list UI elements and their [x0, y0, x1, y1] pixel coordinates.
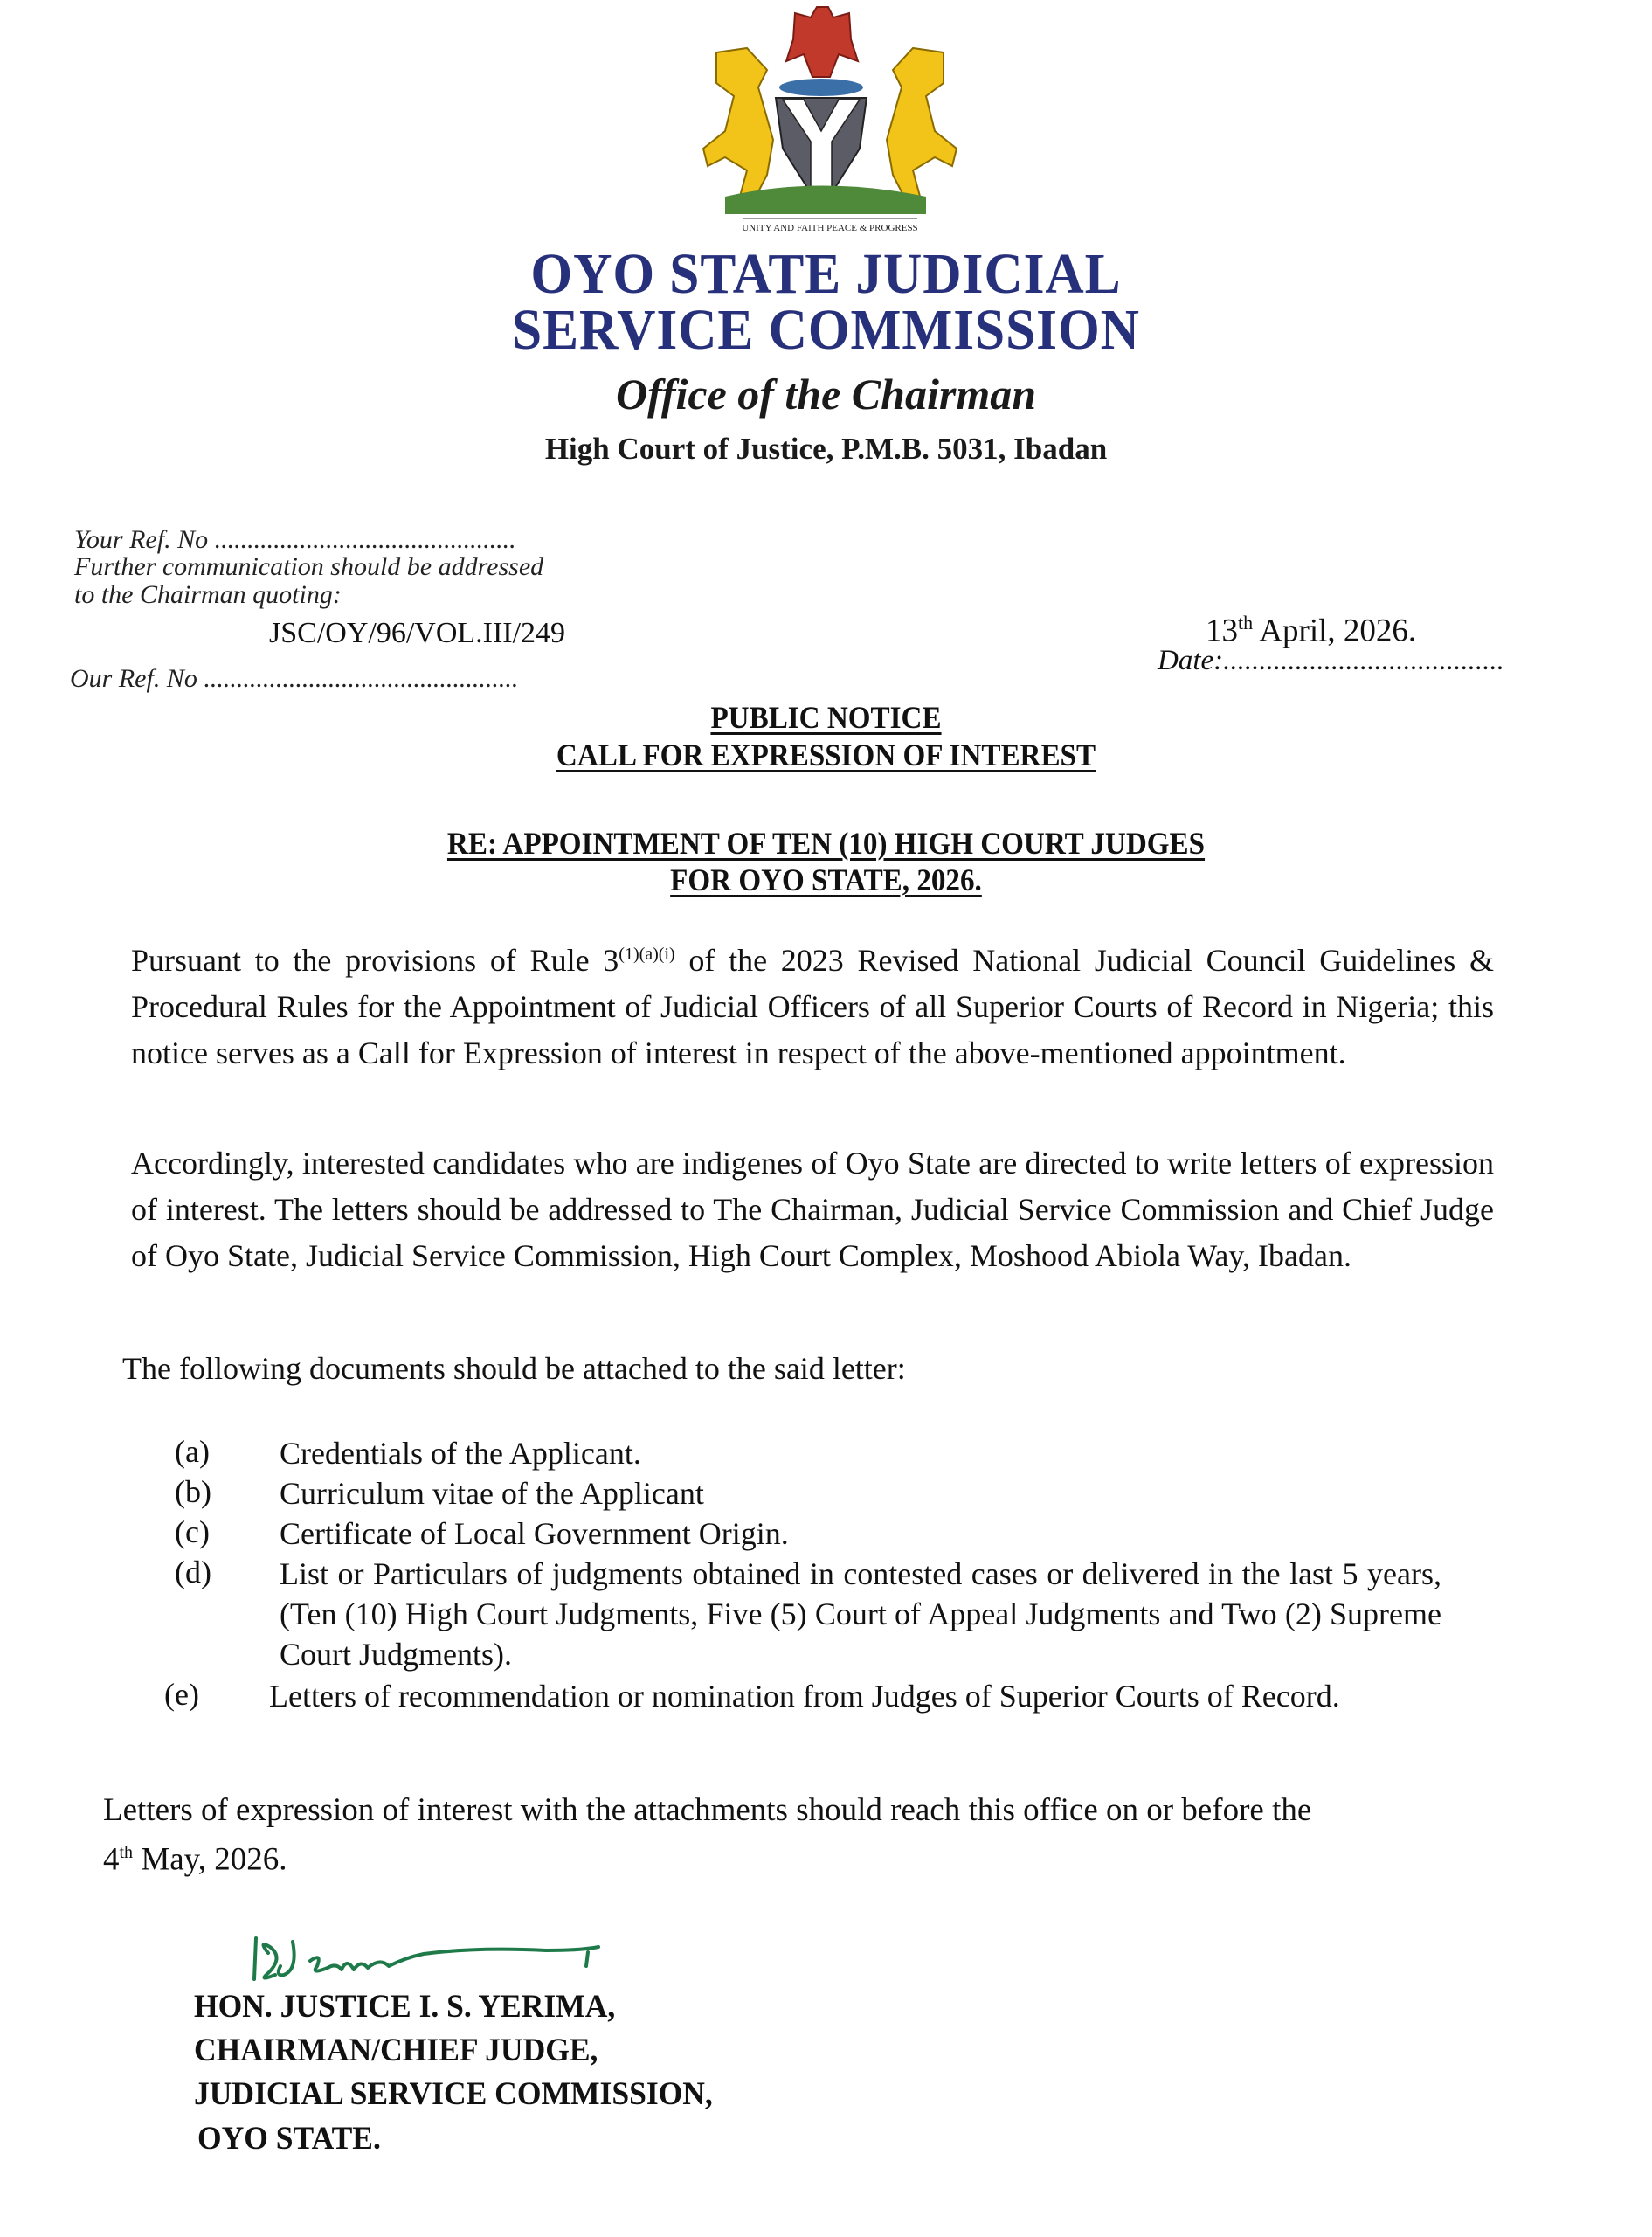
heading-public-notice-text: PUBLIC NOTICE [710, 700, 942, 735]
date-label: Date:....................................... [1158, 645, 1504, 676]
paragraph-documents-intro: The following documents should be attached to the said letter: [122, 1351, 906, 1386]
document-item-text: Credentials of the Applicant. [280, 1436, 641, 1471]
closing-deadline [103, 1790, 1518, 1880]
paragraph-pursuant [131, 932, 1494, 1077]
closing-before: Letters of expression of interest with the attachments should reach this office on or before the [103, 1792, 1312, 1828]
signatory-organization: JUDICIAL SERVICE COMMISSION, [194, 2076, 713, 2112]
date-value [1206, 612, 1416, 649]
heading-call-text: CALL FOR EXPRESSION OF INTEREST [556, 738, 1096, 772]
closing-suffix: th [119, 1843, 134, 1862]
document-item-text: List or Particulars of judgments obtained in contested cases or delivered in the last 5 years, (Ten (10) High Court Judgments, Five (5) Court of Appeal Judgments and Two (2) Supreme Court Judgments). [280, 1556, 1441, 1672]
document-item-label: (c) [175, 1514, 210, 1549]
signature-icon [249, 1931, 703, 1992]
letterhead-address: High Court of Justice, P.M.B. 5031, Ibadan [544, 432, 1108, 466]
signatory-state: OYO STATE. [197, 2121, 381, 2157]
letterhead-office: Office of the Chairman [615, 370, 1037, 419]
paragraph-accordingly: Accordingly, interested candidates who are indigenes of Oyo State are directed to write letters of expression of interest. The letters should be addressed to The Chairman, Judicial Service Commission and Chief Judge of Oyo State, Judicial Service Commission, High Court Complex, Moshood Abiola Way, Ibadan. [131, 1146, 1494, 1273]
document-item-label: (e) [164, 1677, 199, 1712]
document-item-label: (b) [175, 1474, 211, 1509]
letterhead-title-line2: SERVICE COMMISSION [512, 298, 1140, 362]
heading-public-notice [66, 699, 1586, 736]
signatory-name: HON. JUSTICE I. S. YERIMA, [194, 1989, 616, 2025]
date-suffix: th [1238, 612, 1254, 634]
our-ref-label: Our Ref. No ................................................ [70, 664, 519, 693]
closing-after: May, 2026. [133, 1841, 287, 1878]
document-item-text: Curriculum vitae of the Applicant [280, 1476, 704, 1511]
heading-subject-line2-text: FOR OYO STATE, 2026. [670, 862, 982, 897]
heading-subject-line2 [66, 862, 1586, 898]
heading-call [66, 737, 1586, 773]
document-item-label: (d) [175, 1555, 211, 1589]
further-communication-line1: Further communication should be addressed [74, 552, 544, 581]
date-rest: April, 2026. [1253, 613, 1417, 649]
heading-subject-line1-text: RE: APPOINTMENT OF TEN (10) HIGH COURT JUDGES [446, 826, 1206, 861]
para1-after: of the 2023 Revised National Judicial Council Guidelines & Procedural Rules for the Appointment of Judicial Officers of all Superior Courts of Record in Nigeria; this notice serves as a Call for Expression of interest in respect of the above-mentioned appointment. [131, 943, 1494, 1070]
further-communication-line2: to the Chairman quoting: [74, 580, 342, 609]
document-item-text: Letters of recommendation or nomination from Judges of Superior Courts of Record. [269, 1679, 1340, 1714]
crest-motto: UNITY AND FAITH PEACE & PROGRESS [742, 223, 918, 233]
signatory-title: CHAIRMAN/CHIEF JUDGE, [194, 2033, 598, 2068]
document-item-label: (a) [175, 1434, 210, 1469]
closing-day: 4 [103, 1841, 120, 1878]
heading-subject-line1 [66, 825, 1586, 862]
our-ref-number: JSC/OY/96/VOL.III/249 [269, 617, 566, 649]
your-ref-label: Your Ref. No .............................................. [74, 525, 516, 554]
date-day: 13 [1206, 613, 1238, 649]
coat-of-arms-icon [664, 0, 996, 236]
document-item-text: Certificate of Local Government Origin. [280, 1516, 789, 1551]
para1-before: Pursuant to the provisions of Rule 3 [131, 943, 619, 978]
letterhead-title-line1: OYO STATE JUDICIAL [530, 242, 1122, 306]
para1-rule-sup: (1)(a)(i) [619, 945, 675, 964]
